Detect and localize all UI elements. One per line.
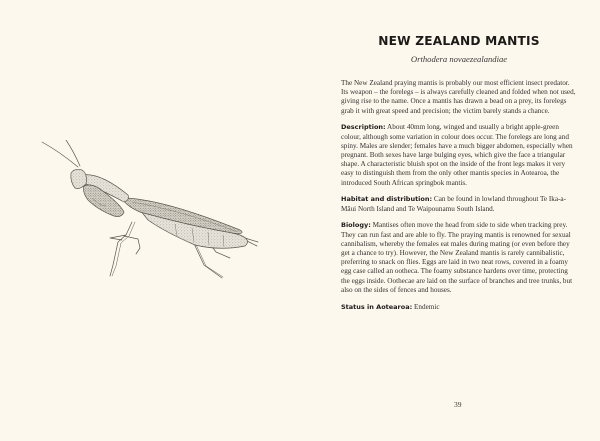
habitat-label: Habitat and distribution: [341,195,433,204]
mantis-illustration-icon [40,140,280,290]
page-number: 39 [454,400,462,409]
body-text [341,79,577,319]
page-title: NEW ZEALAND MANTIS [378,34,540,48]
habitat-paragraph [341,195,577,213]
habitat-text: Can be found in lowland throughout Te Ika-a-Māui North Island and Te Waipounamu South Island. [341,195,567,213]
description-paragraph [341,123,577,187]
description-text: About 40mm long, winged and usually a bright apple-green colour, although some variation in colour does occur. The forelegs are long and spiny. Males are slender; females have a much bigger abdomen, especially when pregnant. Both sexes have large bulging eyes, which give the face a triangular shape. A characteristic bluish spot on the inside of the front legs makes it very easy to distinguish them from the only other mantis species in Aotearoa, the introduced South African springbok mantis. [341,123,573,187]
biology-text: Mantises often move the head from side to side when tracking prey. They can run fast and are able to fly. The praying mantis is renowned for sexual cannibalism, whereby the females eat males during mating (or even before they get a chance to try). However, the New Zealand mantis is rarely cannibalistic, preferring to snack on flies. Eggs are laid in two neat rows, covered in a foamy egg case called an ootheca. The foamy substance hardens over time, protecting the eggs inside. Oothecae are laid on the surface of branches and tree trunks, but also on the sides of fences and houses. [341,221,573,294]
biology-paragraph [341,221,577,295]
status-paragraph [341,303,577,312]
biology-label: Biology: [341,221,371,230]
intro-paragraph: The New Zealand praying mantis is probably our most efficient insect predator. Its weapon – the forelegs – is always carefully cleaned and folded when not used, giving rise to the name. Once a mantis has drawn a bead on a prey, its forelegs grab it with great speed and precision; the victim barely stands a chance. [341,79,576,115]
status-text: Endemic [414,302,440,311]
description-label: Description: [341,123,386,132]
right-page [341,0,577,441]
scientific-name: Orthodera novaezealandiae [410,54,508,64]
status-label: Status in Aotearoa: [341,302,413,311]
